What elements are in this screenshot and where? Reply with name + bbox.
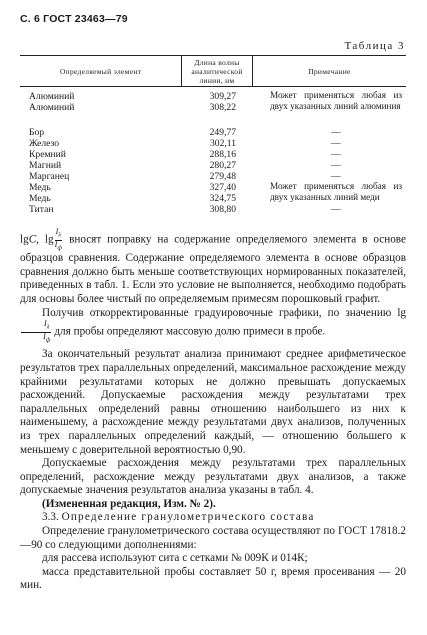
section-number: 3.3. (42, 511, 59, 524)
paragraph-sample-mass: масса представительной пробы составляет 50 г, время просеивания — 20 мин. (20, 565, 406, 592)
formula-c: C (28, 233, 37, 246)
paragraph-final-result: За окончательный результат анализа принимают среднее арифметическое результатов трех параллельных определений, максимальное расхождение между крайними результатами которых не должно превышать допускаемых расхождений. Допускаемые расхождения между результатами трех параллельных определений равны отношению наибольшего из них к наименьшему, а расхождение между результатами двух анализов, полученных из трех параллельных определений каждый, — отношению большего к меньшему с доверительной вероятностью 0,90. (20, 348, 406, 456)
paragraph-graphs-text-end: для пробы определяют массовую долю примеси в пробе. (54, 325, 326, 338)
cell-wavelength: 279,48 (209, 171, 236, 182)
table-number: Таблица 3 (344, 40, 405, 52)
cell-wavelength: 327,40 (209, 182, 236, 193)
formula-lg: lg (20, 233, 29, 246)
paragraph-granulometry: Определение гранулометрического состава осуществляют по ГОСТ 17818.2—90 со следующими дополнениями: (20, 525, 406, 551)
cell-element: Магний (29, 160, 62, 171)
data-table (20, 55, 406, 222)
header-note: Примечание (308, 66, 351, 76)
cell-element: Медь (29, 182, 51, 193)
section-heading (20, 511, 406, 525)
formula-lg: lg (44, 233, 54, 246)
formula-sep: , (36, 233, 45, 246)
body-text (20, 228, 406, 593)
paragraph-tolerances: Допускаемые расхождения между результатами трех параллельных определений, расхождение между результатами двух анализов, а также допускаемые значения результатов анализа указаны в табл. 4. (20, 457, 406, 497)
paragraph-sieves: для рассева используют сита с сетками № 009К и 014К; (42, 552, 308, 565)
cell-wavelength: 249,77 (209, 127, 236, 138)
fraction-numerator: I (44, 319, 47, 329)
cell-note-dash: — (331, 160, 341, 171)
paragraph-correction (20, 228, 406, 307)
cell-wavelength: 308,22 (209, 102, 236, 113)
cell-element: Медь (29, 193, 51, 204)
cell-element: Алюминий (29, 102, 75, 113)
table-row (20, 204, 406, 215)
header-element: Определяемый элемент (59, 66, 142, 76)
cell-element: Кремний (29, 149, 66, 160)
fraction-numerator: I (55, 227, 59, 236)
table-row (20, 138, 406, 149)
fraction-denominator: I (43, 331, 46, 341)
cell-note-dash: — (331, 204, 341, 215)
formula-lg: lg (397, 306, 407, 319)
cell-note-dash: — (331, 149, 341, 160)
fraction-numerator-sub: λ (58, 231, 62, 239)
cell-element: Марганец (29, 171, 70, 182)
formula-fraction (55, 228, 63, 252)
table-row (20, 149, 406, 160)
paragraph-graphs (20, 307, 406, 345)
table-row (20, 160, 406, 171)
cell-wavelength: 308,80 (209, 204, 236, 215)
fraction-numerator-sub: λ (46, 323, 50, 331)
cell-note-dash: — (331, 171, 341, 182)
page-header: С. 6 ГОСТ 23463—79 (20, 13, 128, 25)
paragraph-amendment: (Измененная редакция, Изм. № 2). (42, 497, 216, 510)
section-title: Определение гранулометрического состава (61, 511, 315, 524)
header-wavelength: Длина волны аналитической линии, нм (181, 56, 253, 86)
table-body (20, 87, 406, 222)
cell-wavelength: 280,27 (209, 160, 236, 171)
note-copper: Может применяться любая из двух указанных линий меди (270, 181, 402, 202)
cell-wavelength: 302,11 (209, 138, 236, 149)
fraction-denominator-sub: ф (45, 336, 51, 344)
cell-note-dash: — (331, 138, 341, 149)
cell-wavelength: 324,75 (209, 193, 236, 204)
cell-element: Бор (29, 127, 45, 138)
cell-element: Титан (29, 204, 54, 215)
fraction-denominator: I (54, 239, 58, 249)
table-row (20, 127, 406, 138)
cell-wavelength: 309,27 (209, 91, 236, 102)
formula-fraction (21, 320, 51, 344)
cell-element: Железо (29, 138, 60, 149)
cell-wavelength: 288,16 (209, 149, 236, 160)
fraction-denominator-sub: ф (57, 244, 63, 252)
paragraph-graphs-text: Получив откорректированные градуировочные графики, по значению (42, 306, 392, 319)
cell-note-dash: — (331, 127, 341, 138)
note-aluminium: Может применяться любая из двух указанных линий алюминия (270, 90, 402, 111)
paragraph-correction-text: вносят поправку на содержание определяемого элемента в основе образцов сравнения. Содержание определяемого элемента в основе образцов сравнения должно быть меньше соответствующих нормированных показателей, приведенных в табл. 1. Если это условие не выполняется, необходимо подобрать для основы более чистый по определяемым примесям порошковый графит. (20, 233, 406, 305)
table-header-row (20, 56, 406, 87)
cell-element: Алюминий (29, 91, 75, 102)
